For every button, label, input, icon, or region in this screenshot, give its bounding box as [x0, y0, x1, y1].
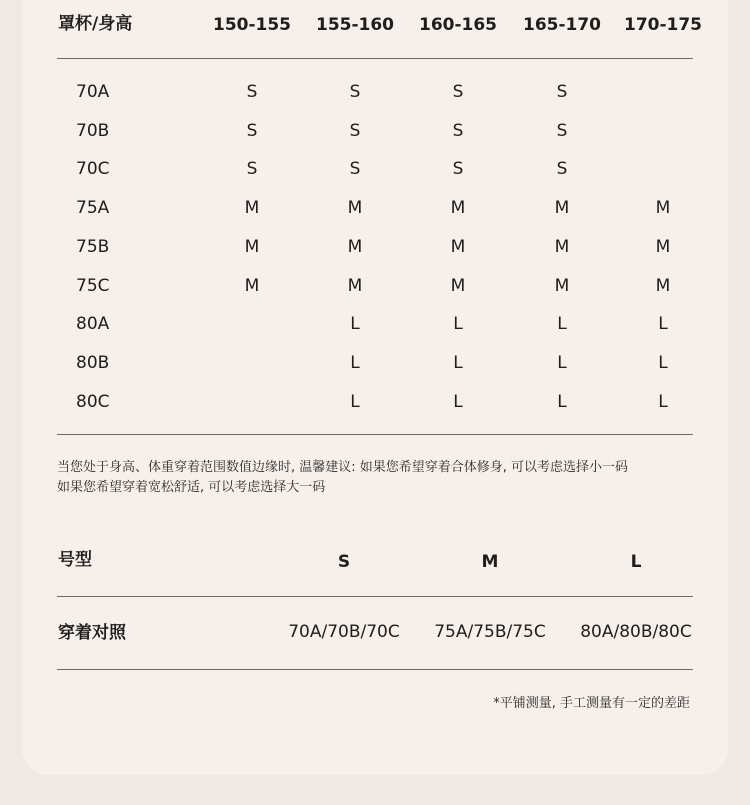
- cup-size-label: 80A: [76, 314, 110, 334]
- size-cell: M: [655, 198, 671, 218]
- cups-for-l: 80A/80B/80C: [580, 622, 692, 642]
- cup-size-label: 75A: [76, 198, 110, 218]
- size-cell: L: [658, 353, 668, 373]
- cups-for-m: 75A/75B/75C: [434, 622, 546, 642]
- corner-label: 罩杯/身高: [58, 14, 133, 34]
- size-cell: L: [557, 392, 567, 412]
- cup-size-label: 70C: [76, 159, 110, 179]
- cups-for-s: 70A/70B/70C: [288, 622, 400, 642]
- size-cell: L: [350, 314, 360, 334]
- size-guide-card: [22, 0, 728, 775]
- size-cell: M: [554, 237, 570, 257]
- fit-advice-note: [57, 458, 707, 498]
- size-cell: L: [350, 353, 360, 373]
- fit-advice-line-2: 如果您希望穿着宽松舒适, 可以考虑选择大一码: [57, 480, 326, 495]
- measurement-footnote: *平铺测量, 手工测量有一定的差距: [493, 696, 690, 711]
- size-cell: S: [556, 121, 568, 141]
- table-bottom-divider: [57, 434, 693, 435]
- table-header-divider: [57, 58, 693, 59]
- cup-size-label: 70A: [76, 82, 110, 102]
- size-cell: S: [349, 159, 361, 179]
- size-map-divider-1: [57, 596, 693, 597]
- size-cell: L: [658, 392, 668, 412]
- size-cell: M: [554, 276, 570, 296]
- size-cell: M: [244, 276, 260, 296]
- size-s: S: [337, 552, 351, 572]
- size-map-divider-2: [57, 669, 693, 670]
- size-cell: M: [554, 198, 570, 218]
- size-cell: M: [655, 237, 671, 257]
- size-cell: L: [557, 353, 567, 373]
- height-range-header: 155-160: [315, 15, 395, 35]
- size-cell: L: [453, 314, 463, 334]
- size-cell: L: [557, 314, 567, 334]
- size-cell: S: [349, 121, 361, 141]
- size-cell: M: [450, 276, 466, 296]
- cup-size-label: 75C: [76, 276, 110, 296]
- size-cell: M: [347, 198, 363, 218]
- size-cell: S: [556, 159, 568, 179]
- size-cell: M: [244, 198, 260, 218]
- cup-size-label: 80C: [76, 392, 110, 412]
- wear-compare-label: 穿着对照: [58, 623, 126, 643]
- size-cell: M: [347, 276, 363, 296]
- size-m: M: [481, 552, 499, 572]
- cup-size-label: 75B: [76, 237, 110, 257]
- size-cell: S: [246, 121, 258, 141]
- size-cell: S: [452, 82, 464, 102]
- size-cell: M: [655, 276, 671, 296]
- size-cell: S: [246, 159, 258, 179]
- size-cell: M: [450, 237, 466, 257]
- size-cell: L: [658, 314, 668, 334]
- cup-size-label: 70B: [76, 121, 110, 141]
- fit-advice-line-1: 当您处于身高、体重穿着范围数值边缘时, 温馨建议: 如果您希望穿着合体修身, 可以考虑选择小一码: [57, 460, 629, 475]
- size-cell: S: [556, 82, 568, 102]
- height-range-header: 165-170: [522, 15, 602, 35]
- size-cell: M: [450, 198, 466, 218]
- size-l: L: [630, 552, 642, 572]
- size-cell: S: [246, 82, 258, 102]
- size-cell: S: [349, 82, 361, 102]
- height-range-header: 170-175: [623, 15, 703, 35]
- cup-size-label: 80B: [76, 353, 110, 373]
- size-cell: L: [453, 353, 463, 373]
- size-cell: S: [452, 121, 464, 141]
- size-cell: S: [452, 159, 464, 179]
- size-cell: L: [453, 392, 463, 412]
- size-cell: M: [244, 237, 260, 257]
- size-cell: M: [347, 237, 363, 257]
- size-type-label: 号型: [58, 550, 92, 570]
- height-range-header: 150-155: [212, 15, 292, 35]
- height-range-header: 160-165: [418, 15, 498, 35]
- size-cell: L: [350, 392, 360, 412]
